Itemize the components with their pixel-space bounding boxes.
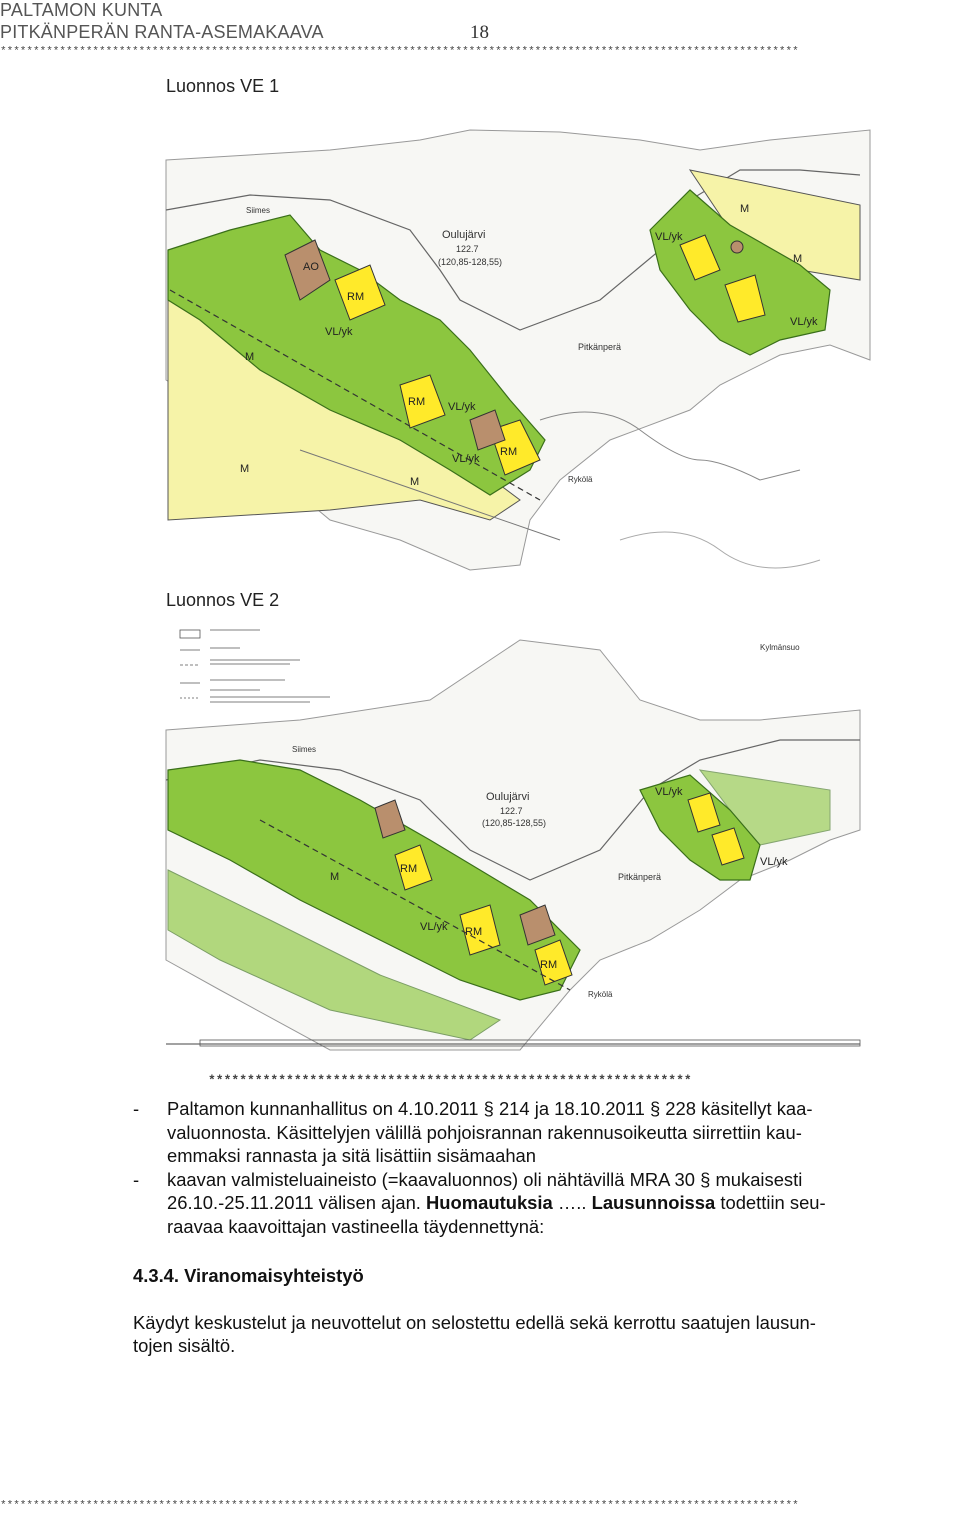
lake-level-ve2: 122.7 xyxy=(500,806,523,816)
legend-ve2 xyxy=(180,630,330,702)
item2-line1: kaavan valmisteluaineisto (=kaavaluonnos) oli nähtävillä MRA 30 § mukaisesti xyxy=(167,1168,803,1190)
svg-text:M: M xyxy=(410,476,420,488)
item1-line1: Paltamon kunnanhallitus on 4.10.2011 § 214 ja 18.10.2011 § 228 käsitellyt kaa- xyxy=(167,1098,813,1119)
header-star-rule: ************************************************************************************************************************* xyxy=(0,46,799,58)
list-item xyxy=(133,1168,958,1239)
svg-text:RM: RM xyxy=(400,863,418,875)
separator-star-rule: ************************************************************** xyxy=(208,1074,692,1088)
lake-name-ve2: Oulujärvi xyxy=(486,791,530,803)
svg-text:VL/yk: VL/yk xyxy=(448,401,476,413)
place-rykola-ve2: Rykölä xyxy=(588,990,613,999)
svg-text:M: M xyxy=(793,253,803,265)
svg-text:VL/yk: VL/yk xyxy=(655,231,683,243)
municipality-header: PALTAMON KUNTA xyxy=(0,0,163,20)
svg-text:VL/yk: VL/yk xyxy=(760,856,788,868)
item2-line3: raavaa kaavoittajan vastineella täydennettynä: xyxy=(167,1215,545,1237)
place-rykola-ve1: Rykölä xyxy=(568,475,593,484)
list-item xyxy=(133,1097,958,1168)
lake-range-ve2: (120,85-128,55) xyxy=(482,818,547,828)
svg-text:M: M xyxy=(245,351,255,363)
body-text xyxy=(133,1097,958,1358)
map-caption-ve2: Luonnos VE 2 xyxy=(166,590,280,610)
para-line1: Käydyt keskustelut ja neuvottelut on selostettu edellä sekä kerrottu saatujen lausun- xyxy=(133,1311,816,1333)
svg-text:RM: RM xyxy=(408,396,426,408)
lake-range-ve1: (120,85-128,55) xyxy=(438,257,503,267)
svg-text:M: M xyxy=(240,463,250,475)
svg-text:AO: AO xyxy=(303,261,319,273)
list-dash: - xyxy=(133,1168,140,1190)
paragraph xyxy=(133,1311,958,1358)
lake-name-ve1: Oulujärvi xyxy=(442,229,486,241)
svg-text:RM: RM xyxy=(347,291,365,303)
svg-text:M: M xyxy=(740,203,750,215)
lake-level-ve1: 122.7 xyxy=(456,244,479,254)
list-dash: - xyxy=(133,1098,140,1119)
place-kylmansuo-ve2: Kylmänsuo xyxy=(760,643,800,652)
svg-text:M: M xyxy=(330,871,340,883)
footer-star-rule: ************************************************************************************************************************* xyxy=(0,1500,799,1512)
svg-text:VL/yk: VL/yk xyxy=(655,786,683,798)
plan-name-header: PITKÄNPERÄN RANTA-ASEMAKAAVA xyxy=(0,22,324,42)
place-siimes-ve1: Siimes xyxy=(246,206,271,215)
item2-line2: 26.10.-25.11.2011 välisen ajan. Huomautuksia ….. Lausunnoissa todettiin seu- xyxy=(167,1192,826,1213)
svg-text:RM: RM xyxy=(500,446,518,458)
place-siimes-ve2: Siimes xyxy=(292,745,317,754)
section-heading: 4.3.4. Viranomaisyhteistyö xyxy=(133,1265,364,1286)
svg-text:VL/yk: VL/yk xyxy=(325,326,353,338)
svg-text:RM: RM xyxy=(465,926,483,938)
para-line2: tojen sisältö. xyxy=(133,1335,236,1356)
place-pitkanpera-ve2: Pitkänperä xyxy=(618,872,662,882)
svg-text:VL/yk: VL/yk xyxy=(790,316,818,328)
svg-text:RM: RM xyxy=(540,959,558,971)
svg-text:VL/yk: VL/yk xyxy=(452,453,480,465)
page-number: 18 xyxy=(470,22,489,43)
svg-text:VL/yk: VL/yk xyxy=(420,921,448,933)
item1-line3: emmaksi rannasta ja sitä lisättiin sisämaahan xyxy=(167,1145,536,1166)
item1-line2: valuonnosta. Käsittelyjen välillä pohjoisrannan rakennusoikeutta siirrettiin kau- xyxy=(167,1121,802,1143)
place-pitkanpera-ve1: Pitkänperä xyxy=(578,342,622,352)
map-caption-ve1: Luonnos VE 1 xyxy=(166,76,280,96)
